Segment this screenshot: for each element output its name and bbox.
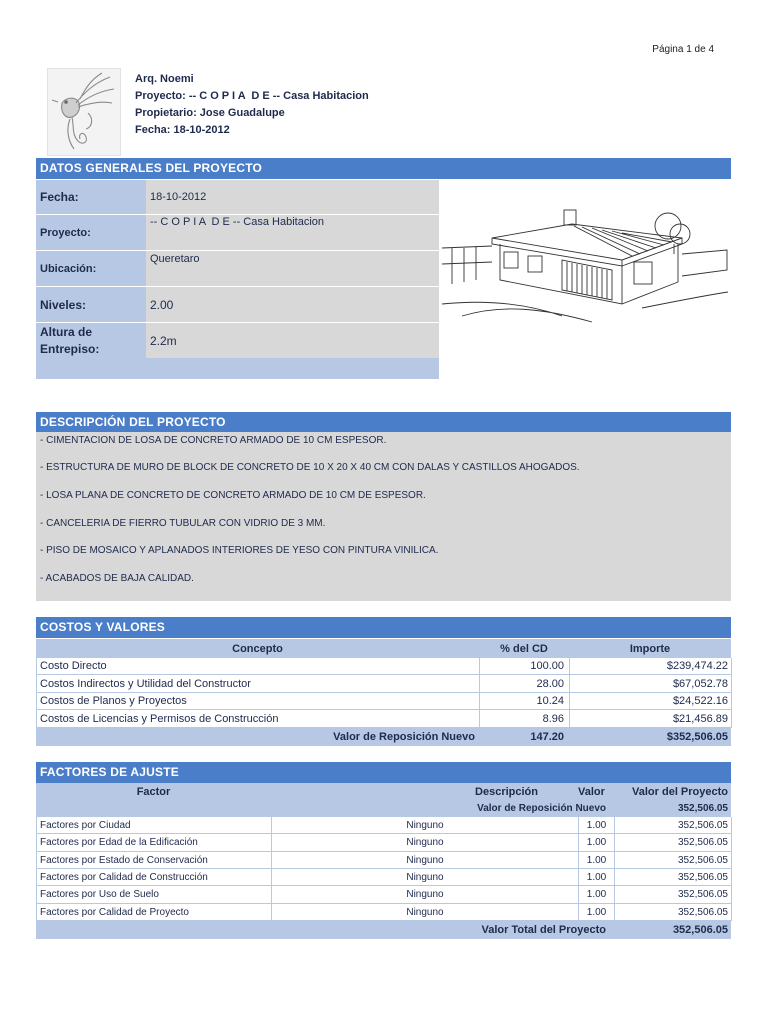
factor-desc: Ninguno (272, 904, 579, 921)
factor-valor: 1.00 (579, 886, 615, 904)
table-row (36, 817, 731, 834)
factor-valor: 1.00 (579, 904, 615, 921)
header-project (135, 90, 369, 102)
costos-concepto: Costo Directo (37, 658, 480, 675)
factor-desc: Ninguno (272, 886, 579, 904)
factores-header-descripcion: Descripción (475, 785, 538, 798)
factor-name: Factores por Ciudad (37, 817, 272, 834)
factor-valor: 1.00 (579, 817, 615, 834)
dg-row-altura (36, 323, 439, 358)
dg-row-ubicacion (36, 251, 439, 286)
costos-header-pct: % del CD (500, 642, 548, 655)
factor-name: Factores por Calidad de Proyecto (37, 904, 272, 921)
dg-label: Proyecto: (36, 215, 146, 250)
factor-valor-proyecto: 352,506.05 (615, 904, 732, 921)
factor-valor: 1.00 (579, 852, 615, 869)
desc-line: - PISO DE MOSAICO Y APLANADOS INTERIORES DE YESO CON PINTURA VINILICA. (40, 545, 439, 556)
header-project-label: Proyecto: (135, 90, 186, 102)
factores-header-valor-proyecto: Valor del Proyecto (632, 785, 728, 798)
costos-concepto: Costos Indirectos y Utilidad del Constructor (37, 675, 480, 693)
datos-generales-title: DATOS GENERALES DEL PROYECTO (36, 158, 731, 179)
descripcion-title: DESCRIPCIÓN DEL PROYECTO (36, 412, 731, 433)
dg-value: -- C O P I A D E -- Casa Habitacion (146, 215, 439, 250)
costos-importe: $21,456.89 (570, 710, 732, 728)
factores-header-row (36, 783, 731, 800)
costos-pct: 28.00 (480, 675, 570, 693)
table-row (36, 710, 731, 728)
costos-pct: 8.96 (480, 710, 570, 728)
dg-label: Fecha: (36, 180, 146, 214)
dg-row-proyecto (36, 215, 439, 250)
costos-header-concepto: Concepto (232, 642, 283, 655)
desc-line: - CANCELERIA DE FIERRO TUBULAR CON VIDRIO DE 3 MM. (40, 518, 326, 529)
owner-name: Propietario: Jose Guadalupe (135, 107, 285, 119)
dg-row-fecha (36, 180, 439, 214)
costos-total-importe: $352,506.05 (666, 731, 728, 743)
costos-concepto: Costos de Licencias y Permisos de Construcción (37, 710, 480, 728)
factor-valor-proyecto: 352,506.05 (615, 886, 732, 904)
factor-desc: Ninguno (272, 852, 579, 869)
factor-valor-proyecto: 352,506.05 (615, 852, 732, 869)
dg-row-niveles (36, 287, 439, 322)
costos-title: COSTOS Y VALORES (36, 617, 731, 638)
desc-line: - LOSA PLANA DE CONCRETO DE CONCRETO ARMADO DE 10 CM DE ESPESOR. (40, 490, 426, 501)
factor-name: Factores por Estado de Conservación (37, 852, 272, 869)
dg-label: Altura de Entrepiso: (36, 323, 146, 358)
factor-valor: 1.00 (579, 834, 615, 852)
header-project-value: -- C O P I A D E -- Casa Habitacion (188, 90, 369, 102)
costos-total-pct: 147.20 (530, 731, 564, 743)
factores-header-valor: Valor (578, 785, 605, 798)
factores-total-label: Valor Total del Proyecto (481, 924, 606, 936)
factor-desc: Ninguno (272, 869, 579, 886)
table-row (36, 675, 731, 693)
factores-subheader-row (36, 800, 731, 817)
factor-name: Factores por Edad de la Edificación (37, 834, 272, 852)
costos-total-label: Valor de Reposición Nuevo (333, 731, 475, 743)
table-row (36, 886, 731, 904)
factor-valor-proyecto: 352,506.05 (615, 869, 732, 886)
factor-name: Factores por Calidad de Construcción (37, 869, 272, 886)
costos-header-row (36, 639, 731, 658)
factores-header-factor: Factor (136, 785, 171, 798)
table-row (36, 834, 731, 852)
table-row (36, 852, 731, 869)
architect-name: Arq. Noemi (135, 73, 194, 85)
costos-pct: 100.00 (480, 658, 570, 675)
hummingbird-logo-icon (47, 68, 121, 156)
costos-pct: 10.24 (480, 693, 570, 710)
factor-name: Factores por Uso de Suelo (37, 886, 272, 904)
factores-subheader-label: Valor de Reposición Nuevo (477, 803, 606, 814)
table-row (36, 658, 731, 675)
dg-value: Queretaro (146, 251, 439, 286)
costos-importe: $67,052.78 (570, 675, 732, 693)
desc-line: - CIMENTACION DE LOSA DE CONCRETO ARMADO DE 10 CM ESPESOR. (40, 435, 387, 446)
factores-total-value: 352,506.05 (672, 924, 728, 936)
dg-value: 2.00 (146, 287, 439, 322)
factor-valor-proyecto: 352,506.05 (615, 817, 732, 834)
costos-total-row (36, 728, 731, 746)
factores-total-row (36, 921, 731, 939)
page-number: Página 1 de 4 (652, 44, 714, 55)
dg-value: 2.2m (146, 323, 439, 358)
header-date: Fecha: 18-10-2012 (135, 124, 230, 136)
table-row (36, 693, 731, 710)
house-sketch-icon (442, 204, 729, 324)
dg-label: Ubicación: (36, 251, 146, 286)
factores-subheader-value: 352,506.05 (677, 803, 728, 814)
factor-desc: Ninguno (272, 834, 579, 852)
factores-title: FACTORES DE AJUSTE (36, 762, 731, 783)
desc-line: - ESTRUCTURA DE MURO DE BLOCK DE CONCRETO DE 10 X 20 X 40 CM CON DALAS Y CASTILLOS AHOGADOS. (40, 462, 580, 473)
costos-header-importe: Importe (629, 642, 671, 655)
factor-valor: 1.00 (579, 869, 615, 886)
dg-value: 18-10-2012 (146, 180, 439, 214)
table-row (36, 904, 731, 921)
dg-label: Niveles: (36, 287, 146, 322)
factor-valor-proyecto: 352,506.05 (615, 834, 732, 852)
dg-footer (36, 358, 439, 379)
costos-concepto: Costos de Planos y Proyectos (37, 693, 480, 710)
costos-importe: $239,474.22 (570, 658, 732, 675)
table-row (36, 869, 731, 886)
factor-desc: Ninguno (272, 817, 579, 834)
desc-line: - ACABADOS DE BAJA CALIDAD. (40, 573, 194, 584)
costos-importe: $24,522.16 (570, 693, 732, 710)
